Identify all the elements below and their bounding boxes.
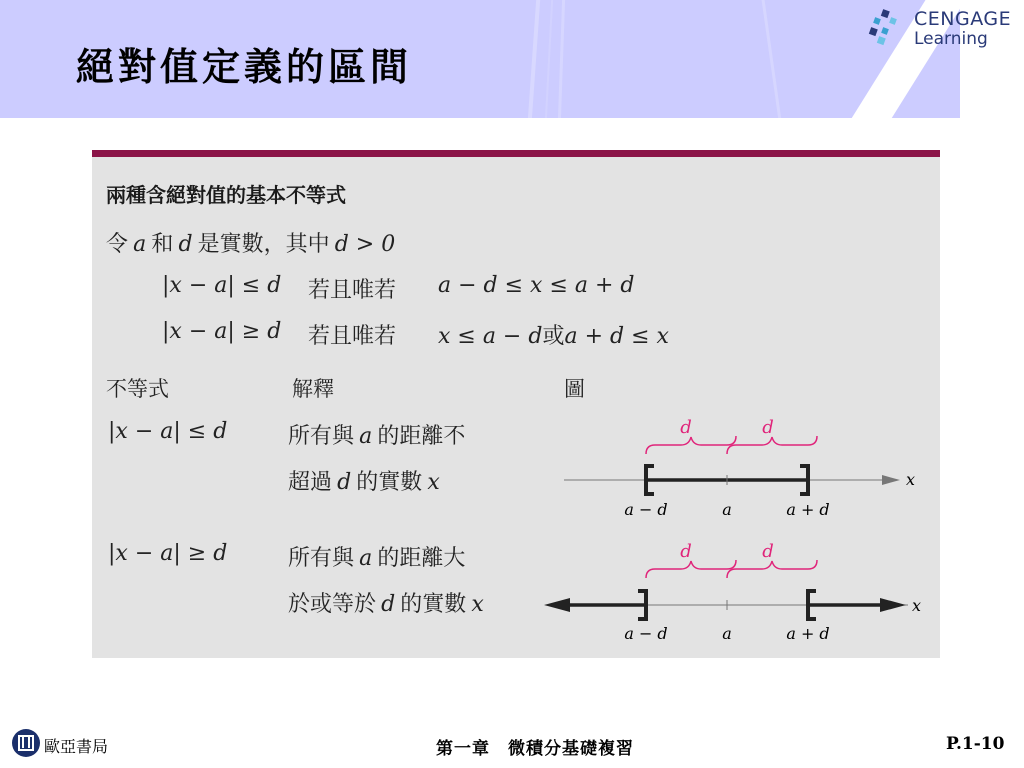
intro-a: a: [133, 232, 147, 257]
graph-outside-rays: [540, 535, 940, 651]
arrow-right-icon: [880, 598, 906, 612]
brace-label-right: d: [762, 417, 774, 438]
row1-line2-var: d: [337, 470, 352, 495]
row2-explanation-line1: [288, 541, 465, 572]
row2-inequality: |x − a| ≥ d: [108, 541, 228, 566]
tick-label-right: a + d: [786, 624, 830, 643]
row1-line2-post: 的實數: [356, 470, 423, 495]
tick-label-left: a − d: [624, 624, 668, 643]
axis-label: x: [912, 596, 922, 615]
tick-label-center: a: [722, 624, 732, 643]
page-number: P.1-10: [946, 734, 1005, 754]
intro-mid1: 和: [151, 232, 174, 257]
row2-line1-pre: 所有與: [288, 546, 355, 571]
cengage-logo: [866, 6, 1021, 50]
decorative-stripe: [759, 0, 784, 118]
definition-box: [92, 150, 940, 658]
chapter-title: 第一章 微積分基礎複習: [436, 739, 634, 759]
arrow-right-icon: [882, 475, 900, 485]
column-header-explanation: 解釋: [292, 377, 334, 401]
rule2-right-b: a + d ≤ x: [564, 324, 669, 349]
rule2-left: |x − a| ≥ d: [162, 319, 282, 344]
decorative-stripe: [557, 0, 566, 118]
axis-label: x: [906, 470, 916, 489]
logo-sub: Learning: [914, 29, 988, 49]
publisher-name: 歐亞書局: [44, 737, 109, 756]
brace-left: [646, 560, 736, 578]
column-header-graph: 圖: [564, 377, 585, 401]
row2-line2-end: x: [471, 592, 484, 617]
row2-line1-var: a: [359, 546, 373, 571]
row1-line1-var: a: [359, 424, 373, 449]
slide-header: [0, 0, 1024, 118]
slide-footer: [0, 726, 1024, 766]
tick-label-left: a − d: [624, 500, 668, 519]
brace-label-left: d: [680, 417, 692, 438]
row1-explanation-line1: [288, 419, 465, 450]
cengage-logo-icon: [866, 6, 910, 50]
intro-line: [106, 227, 395, 258]
tick-label-center: a: [722, 500, 732, 519]
row1-explanation-line2: [288, 465, 440, 496]
graph-closed-interval: [560, 411, 940, 527]
row1-line2-pre: 超過: [288, 470, 333, 495]
row2-line2-post: 的實數: [400, 592, 467, 617]
box-title: 兩種含絕對值的基本不等式: [106, 183, 346, 207]
row1-line1-pre: 所有與: [288, 424, 355, 449]
rule1-word: 若且唯若: [308, 278, 397, 303]
brace-right: [727, 436, 817, 454]
column-header-inequality: 不等式: [106, 377, 169, 401]
brace-label-right: d: [762, 541, 774, 562]
decorative-stripe: [544, 0, 554, 118]
rule1-right: a − d ≤ x ≤ a + d: [438, 273, 635, 298]
tick-label-right: a + d: [786, 500, 830, 519]
intro-prefix: 令: [106, 232, 129, 257]
row2-line1-post: 的距離大: [377, 546, 466, 571]
decorative-stripe: [526, 0, 541, 118]
row1-line1-post: 的距離不: [377, 424, 466, 449]
arrow-left-icon: [544, 598, 570, 612]
rule2-right: [438, 319, 669, 350]
rule2-word: 若且唯若: [308, 324, 397, 349]
rule2-or: 或: [542, 324, 565, 349]
row2-line2-pre: 於或等於: [288, 592, 377, 617]
row2-line2-var: d: [381, 592, 396, 617]
brace-left: [646, 436, 736, 454]
logo-brand: CENGAGE: [914, 8, 1012, 30]
rule1-left: |x − a| ≤ d: [162, 273, 282, 298]
brace-label-left: d: [680, 541, 692, 562]
rule2-right-a: x ≤ a − d: [438, 324, 543, 349]
publisher-logo-icon: [11, 728, 41, 758]
intro-d: d: [178, 232, 193, 257]
row2-explanation-line2: [288, 587, 484, 618]
intro-cond: d > 0: [334, 232, 396, 257]
row1-line2-end: x: [427, 470, 440, 495]
page-title: 絕對值定義的區間: [76, 44, 413, 89]
brace-right: [727, 560, 817, 578]
row1-inequality: |x − a| ≤ d: [108, 419, 228, 444]
intro-mid2: 是實數，其中: [197, 232, 330, 257]
